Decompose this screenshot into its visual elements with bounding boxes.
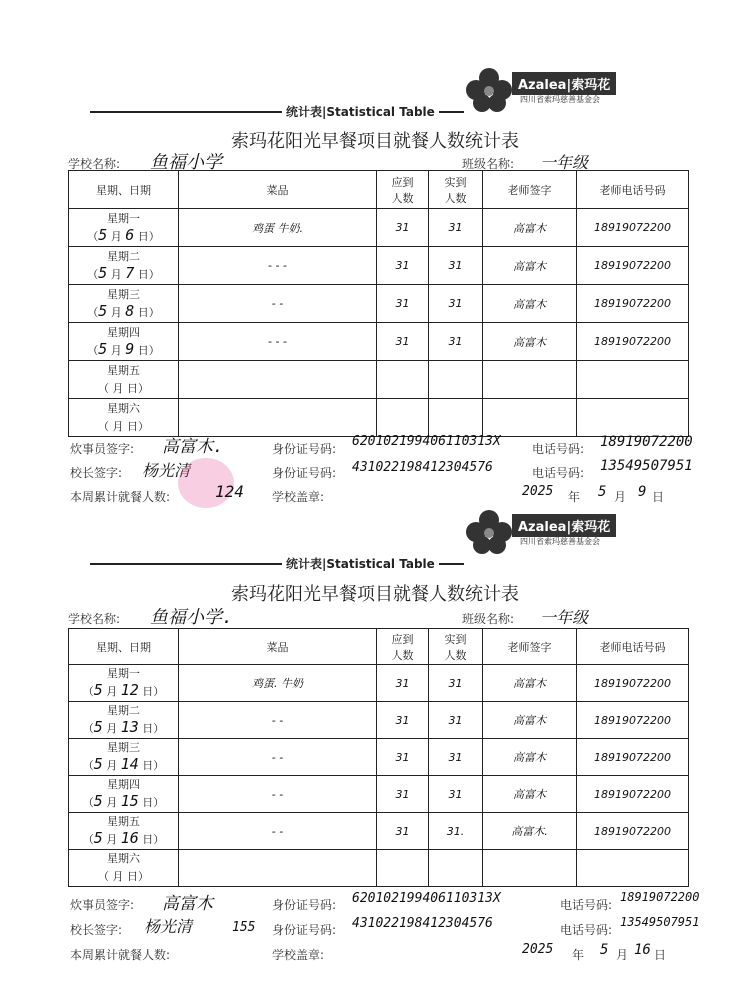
principal-id-label: 身份证号码:: [272, 466, 337, 480]
class-label: 班级名称:: [462, 612, 515, 626]
day-cell: 星期三 （5 月 8 日）: [69, 285, 179, 323]
expected-cell: [377, 399, 429, 437]
expected-cell: 31: [377, 247, 429, 285]
col-day-date: 星期、日期: [69, 171, 179, 209]
expected-cell: 31: [377, 776, 429, 813]
dishes-cell: 鸡蛋. 牛奶: [179, 665, 377, 702]
principal-name-value: 杨光清: [142, 461, 191, 480]
dishes-cell: [179, 361, 377, 399]
form-sheet-2: [0, 500, 750, 1000]
day-cell: 星期四 （5 月 9 日）: [69, 323, 179, 361]
week-total-label: 本周累计就餐人数:: [70, 948, 171, 962]
table-row: [69, 399, 689, 437]
class-name-value: 一年级: [540, 608, 589, 627]
table-row: [69, 209, 689, 247]
banner-title: 统计表|Statistical Table: [282, 103, 439, 120]
meal-table: [68, 628, 689, 887]
col-day-date: 星期、日期: [69, 629, 179, 665]
day-cell: 星期四 （5 月 15 日）: [69, 776, 179, 813]
table-row: [69, 361, 689, 399]
actual-cell: [429, 399, 483, 437]
dishes-cell: - -: [179, 776, 377, 813]
table-row: [69, 285, 689, 323]
day-suffix: 日: [654, 948, 667, 962]
week-total-label: 本周累计就餐人数:: [70, 490, 171, 504]
actual-cell: 31: [429, 702, 483, 739]
col-teacher-sign: 老师签字: [483, 629, 577, 665]
cook-phone-value: 18919072200: [620, 890, 700, 904]
cook-phone-label: 电话号码:: [560, 898, 613, 912]
expected-cell: 31: [377, 665, 429, 702]
teacher-phone-cell: 18919072200: [577, 739, 689, 776]
expected-cell: 31: [377, 285, 429, 323]
school-seal-label: 学校盖章:: [272, 490, 325, 504]
actual-cell: 31: [429, 323, 483, 361]
col-teacher-sign: 老师签字: [483, 171, 577, 209]
table-row: [69, 702, 689, 739]
seal-month: 5: [598, 484, 607, 500]
dishes-cell: - - -: [179, 247, 377, 285]
teacher-sign-cell: 高富木: [483, 285, 577, 323]
cook-sign-label: 炊事员签字:: [70, 442, 135, 456]
dishes-cell: 鸡蛋 牛奶.: [179, 209, 377, 247]
teacher-phone-cell: [577, 399, 689, 437]
col-teacher-phone: 老师电话号码: [577, 171, 689, 209]
table-header-row: [69, 629, 689, 665]
col-expected: 应到 人数: [377, 629, 429, 665]
expected-cell: 31: [377, 209, 429, 247]
day-suffix: 日: [652, 490, 665, 504]
cook-name-value: 高富木.: [162, 437, 224, 457]
dishes-cell: - -: [179, 813, 377, 850]
azalea-flower-icon: [464, 508, 514, 556]
teacher-phone-cell: [577, 850, 689, 887]
seal-year: 2025: [522, 942, 554, 957]
month-suffix: 月: [614, 490, 627, 504]
school-seal-label: 学校盖章:: [272, 948, 325, 962]
day-cell: 星期二 （5 月 7 日）: [69, 247, 179, 285]
dishes-cell: - -: [179, 285, 377, 323]
col-dishes: 菜品: [179, 629, 377, 665]
logo-brand: Azalea|索玛花: [512, 514, 616, 537]
logo-org: 四川省索玛慈善基金会: [520, 537, 600, 546]
teacher-phone-cell: 18919072200: [577, 665, 689, 702]
azalea-logo: [464, 508, 644, 556]
day-cell: 星期五 （ 月 日）: [69, 361, 179, 399]
table-row: [69, 850, 689, 887]
teacher-sign-cell: 高富木: [483, 323, 577, 361]
day-cell: 星期一 （5 月 6 日）: [69, 209, 179, 247]
teacher-sign-cell: 高富木: [483, 702, 577, 739]
form-title: 索玛花阳光早餐项目就餐人数统计表: [231, 584, 519, 605]
actual-cell: 31.: [429, 813, 483, 850]
teacher-phone-cell: 18919072200: [577, 209, 689, 247]
teacher-sign-cell: 高富木: [483, 209, 577, 247]
actual-cell: 31: [429, 285, 483, 323]
principal-extra-value: 155: [232, 920, 256, 935]
actual-cell: 31: [429, 209, 483, 247]
teacher-sign-cell: 高富木: [483, 665, 577, 702]
principal-name-value: 杨光清: [144, 917, 193, 936]
dishes-cell: - - -: [179, 323, 377, 361]
seal-day: 16: [634, 942, 651, 958]
table-row: [69, 247, 689, 285]
form-title: 索玛花阳光早餐项目就餐人数统计表: [231, 131, 519, 152]
teacher-sign-cell: 高富木.: [483, 813, 577, 850]
dishes-cell: - -: [179, 702, 377, 739]
table-row: [69, 665, 689, 702]
cook-name-value: 高富木: [162, 894, 213, 914]
teacher-sign-cell: 高富木: [483, 739, 577, 776]
month-suffix: 月: [616, 948, 629, 962]
teacher-phone-cell: 18919072200: [577, 285, 689, 323]
principal-phone-value: 13549507951: [600, 458, 693, 474]
teacher-sign-cell: [483, 850, 577, 887]
school-label: 学校名称:: [68, 157, 121, 171]
cook-phone-label: 电话号码:: [532, 442, 585, 456]
table-row: [69, 776, 689, 813]
principal-id-label: 身份证号码:: [272, 923, 337, 937]
teacher-sign-cell: [483, 399, 577, 437]
principal-sign-label: 校长签字:: [70, 466, 123, 480]
meal-table: [68, 170, 689, 437]
cook-id-label: 身份证号码:: [272, 898, 337, 912]
day-cell: 星期二 （5 月 13 日）: [69, 702, 179, 739]
col-expected: 应到 人数: [377, 171, 429, 209]
principal-phone-value: 13549507951: [620, 915, 700, 929]
col-dishes: 菜品: [179, 171, 377, 209]
seal-month: 5: [600, 942, 609, 958]
teacher-phone-cell: 18919072200: [577, 702, 689, 739]
actual-cell: 31: [429, 247, 483, 285]
cook-sign-label: 炊事员签字:: [70, 898, 135, 912]
day-cell: 星期一 （5 月 12 日）: [69, 665, 179, 702]
table-row: [69, 813, 689, 850]
dishes-cell: [179, 850, 377, 887]
cook-id-value: 620102199406110313X: [352, 891, 501, 906]
cook-id-label: 身份证号码:: [272, 442, 337, 456]
teacher-sign-cell: [483, 361, 577, 399]
actual-cell: [429, 361, 483, 399]
actual-cell: 31: [429, 739, 483, 776]
seal-year: 2025: [522, 484, 554, 499]
principal-id-value: 431022198412304576: [352, 460, 493, 475]
teacher-phone-cell: 18919072200: [577, 776, 689, 813]
azalea-logo: [464, 66, 644, 114]
expected-cell: 31: [377, 813, 429, 850]
expected-cell: 31: [377, 323, 429, 361]
expected-cell: [377, 850, 429, 887]
principal-phone-label: 电话号码:: [532, 466, 585, 480]
day-cell: 星期五 （5 月 16 日）: [69, 813, 179, 850]
teacher-sign-cell: 高富木: [483, 776, 577, 813]
actual-cell: [429, 850, 483, 887]
class-name-value: 一年级: [540, 153, 589, 172]
principal-sign-label: 校长签字:: [70, 923, 123, 937]
expected-cell: [377, 361, 429, 399]
logo-brand: Azalea|索玛花: [512, 72, 616, 95]
day-cell: 星期六 （ 月 日）: [69, 850, 179, 887]
teacher-phone-cell: 18919072200: [577, 323, 689, 361]
week-total-value: 124: [215, 482, 244, 501]
col-actual: 实到 人数: [429, 629, 483, 665]
school-label: 学校名称:: [68, 612, 121, 626]
col-teacher-phone: 老师电话号码: [577, 629, 689, 665]
school-name-value: 鱼福小学: [150, 152, 222, 173]
table-row: [69, 739, 689, 776]
dishes-cell: [179, 399, 377, 437]
school-name-value: 鱼福小学.: [150, 607, 233, 628]
logo-org: 四川省索玛慈善基金会: [520, 95, 600, 104]
cook-phone-value: 18919072200: [600, 434, 693, 450]
expected-cell: 31: [377, 702, 429, 739]
azalea-flower-icon: [464, 66, 514, 114]
actual-cell: 31: [429, 776, 483, 813]
actual-cell: 31: [429, 665, 483, 702]
day-cell: 星期三 （5 月 14 日）: [69, 739, 179, 776]
principal-id-value: 431022198412304576: [352, 916, 493, 931]
principal-phone-label: 电话号码:: [560, 923, 613, 937]
banner-title: 统计表|Statistical Table: [282, 555, 439, 572]
year-suffix: 年: [568, 490, 581, 504]
year-suffix: 年: [572, 948, 585, 962]
teacher-phone-cell: [577, 361, 689, 399]
seal-day: 9: [638, 484, 647, 500]
cook-id-value: 620102199406110313X: [352, 434, 501, 449]
class-label: 班级名称:: [462, 157, 515, 171]
teacher-sign-cell: 高富木: [483, 247, 577, 285]
table-header-row: [69, 171, 689, 209]
teacher-phone-cell: 18919072200: [577, 247, 689, 285]
dishes-cell: - -: [179, 739, 377, 776]
col-actual: 实到 人数: [429, 171, 483, 209]
teacher-phone-cell: 18919072200: [577, 813, 689, 850]
table-row: [69, 323, 689, 361]
expected-cell: 31: [377, 739, 429, 776]
day-cell: 星期六 （ 月 日）: [69, 399, 179, 437]
